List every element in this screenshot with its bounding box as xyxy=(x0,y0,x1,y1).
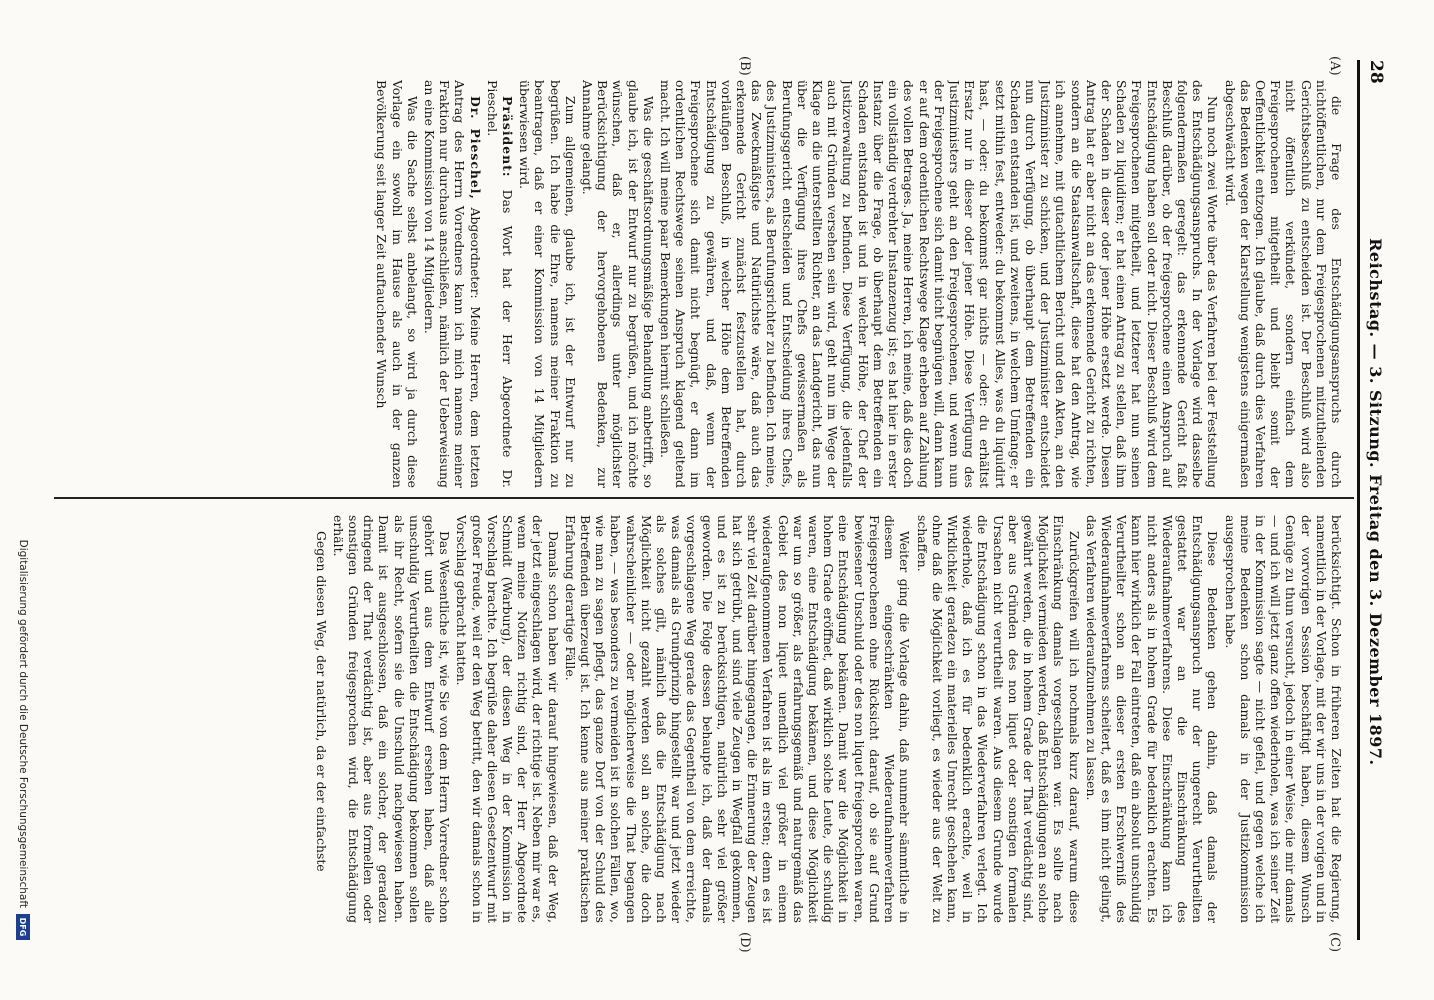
page-title: Reichstag. — 3. Sitzung. Freitag den 3. Dezember 1897. xyxy=(1366,238,1385,766)
paragraph: Was die geschäftsordnungsmäßige Behandlung anbetrifft, so glaube ich, ist der Entwurf nur zu begrüßen, und ich möchte wünschen, daß er, allerdings unter möglichster Berücksichtigung der hervorgehobenen Bedenken, zur Annahme gelangt. xyxy=(580,80,656,488)
margin-marker-c: (C) xyxy=(1327,932,1342,953)
paragraph: Zurückgreifen will ich nochmals kurz darauf, warum diese Einschränkung damals vorgeschlagen war. Es sollte nach Möglichkeit vermieden werden, daß Entschädigungen an solche gewährt werden, die in hohem Grade der That verdächtig sind, aber aus Gründen des non liquet oder sonstigen formalen Ursachen nicht verurtheilt waren. Aus diesem Grunde wurde die Entschädigung schon in das Wiederverfahren verlegt. Ich wiederhole, daß ich es für bedenklich erachte, weil in Wirklichkeit geradezu ein materielles Unrecht geschehen kann, ohne daß die Möglichkeit vorliegt, es wieder aus der Welt zu schaffen. xyxy=(914,515,1082,923)
paragraph: Weiter ging die Vorlage dahin, daß nunmehr sämmtliche in diesem eingeschränkten Wiederaufnahmeverfahren Freigesprochenen ohne Rücksicht darauf, ob sie auf Grund bewiesener Unschuld oder des non liquet freigesprochen waren, eine Entschädigung bekämen. Damit war die Möglichkeit in hohem Grade eröffnet, daß wirklich solche Leute, die schuldig waren, eine Entschädigung bekämen, und diese Möglichkeit war um so größer, als erfahrungsgemäß und naturgemäß das Gebiet des non liquet unendlich viel größer in einem wiederaufgenommenen Verfahren ist als im ersten; denn es ist sehr viel Zeit darüber hingegangen, die Erinnerung der Zeugen hat sich getrübt, und sind viele Zeugen in Wegfall gekommen, und es ist zu berücksichtigen, natürlich sehr viel größer geworden. Die Folge dessen behaupte ich, daß der damals vorgeschlagene Weg gerade das Gegentheil von dem erreichte, was damals als Grundprinzip hingestellt war und jetzt wieder als solches gilt, nämlich daß die Entschädigung nach Möglichkeit nicht gezahlt werden soll an solche, die doch wahrscheinlicher — oder möglicherweise die That begangen haben, — was besonders zu vermeiden ist in solchen Fällen, wo, wie man zu sagen pflegt, das ganze Dorf von der Schuld des Betreffenden überzeugt ist. Ich kenne aus meiner praktischen Erfahrung derartige Fälle. xyxy=(562,515,913,923)
paragraph: Was die Sache selbst anbelangt, so wird ja durch diese Vorlage ein sowohl im Hause als auch in der ganzen Bevölkerung seit langer Zeit auftauchender Wunsch xyxy=(374,80,420,488)
paragraph: berücksichtigt. Schon in früheren Zeiten hat die Regierung, namentlich in der Vorlage, mit der wir uns in der vorigen und in der vorvorigen Session beschäftigt haben, diesem Wunsch Genüge zu thun versucht, jedoch in einer Weise, die mir damals — und ich will jetzt ganz offen wiederholen, was ich seiner Zeit in der Kommission sagte — nicht gefiel, und gegen welche ich meine Bedenken schon damals in der Justizkommission ausgesprochen habe. xyxy=(1222,515,1344,923)
credit-text: Digitalisierung gefördert durch die Deutsche Forschungsgemeinschaft xyxy=(17,539,29,908)
paragraph: Gegen diesen Weg, der natürlich, da er der einfachste xyxy=(313,531,329,872)
paragraph: Diese Bedenken gehen dahin, daß damals der Entschädigungsanspruch nur der ungerecht Verurtheilten gestattet war an die Einschränkung des Wiederaufnahmeverfahrens. Diese Einschränkung kann ich nicht anders als in hohem Grade für bedenklich erachten. Es kann hier wirklich der Fall eintreten, daß ein absolut unschuldig Verurtheilter schon an dieser ersten Erschwerniß des Wiederaufnahmeverfahrens scheitert, daß es ihm nicht gelingt, das Verfahren wiederaufzunehmen zu lassen. xyxy=(1083,515,1221,923)
margin-marker-b: (B) xyxy=(737,56,752,76)
dfg-logo: DFG xyxy=(16,914,30,940)
digitization-credit xyxy=(12,60,34,940)
speech-text: Das Wort hat der Herr Abgeordnete Dr. Pieschel. xyxy=(484,80,516,488)
speaker-name: Präsident: xyxy=(500,96,516,178)
paragraph: Zum allgemeinen, glaube ich, ist der Entwurf nur zu begrüßen. Ich habe die Ehre, namens meiner Fraktion zu beantragen, daß er einer Kommission von 14 Mitgliedern überwiesen wird. xyxy=(517,80,578,488)
paragraph: Nun noch zwei Worte über das Verfahren bei der Feststellung des Entschädigungsanspruchs. In der Vorlage wird dasselbe folgendermaßen geregelt: das erkennende Gericht faßt Beschluß darüber, ob der freigesprochene einen Anspruch auf Entschädigung haben soll oder nicht. Dieser Beschluß wird dem Freigesprochenen mitgetheilt, und letzterer hat nun seinen Schaden zu liquidiren; er hat einen Antrag zu stellen, daß ihm der Schaden in dieser oder jener Höhe ersetzt werde. Diesen Antrag hat er aber nicht an das erkennende Gericht zu richten, sondern an die Staatsanwaltschaft, diese hat den Antrag, wie ich annehme, mit gutachtlichem Bericht und den Akten, an den Justizminister zu schicken, und der Justizminister entscheidet nun durch Verfügung, ob überhaupt dem Betreffenden ein Schaden entstanden ist, und zweitens, in welchem Umfange; er setzt mithin fest, entweder: du bekommst Alles, was du liquidirt hast, — oder: du bekommst gar nichts — oder: du erhältst Ersatz nur in dieser oder jener Höhe. Diese Verfügung des Justizministers geht an den Freigesprochenen, und wenn nun der Freigesprochene sich damit nicht begnügen will, dann kann er auf dem ordentlichen Rechtswege Klage erheben auf Zahlung des vollen Betrages. Ja, meine Herren, ich meine, daß dies doch ein vollständig verdrehter Instanzenzug ist; es hat hier in erster Instanz über die Frage, ob überhaupt dem Betreffenden ein Schaden entstanden ist und in welcher Höhe, der Chef der Justizverwaltung zu befinden. Diese Verfügung, die jedenfalls auch mit Gründen versehen sein wird, geht nun im Wege der Klage an die unterstellten Richter, an das Landgericht, das nun über die Verfügung ihres Chefs gewissermaßen als Berufungsgericht entscheiden und Entscheidung ihres Chefs, des Justizministers, als Berufungsrichter zu befinden. Ich meine, das Zweckmäßigste und Natürlichste wäre, daß auch das erkennende Gericht zunächst festzustellen hat, durch vorläufigen Beschluß, in welcher Höhe dem Betreffenden Entschädigung zu gewähren, und daß, wenn der Freigesprochene sich damit nicht begnügt, er dann im ordentlichen Rechtswege seinen Anspruch klagend geltend macht. Ich will meine paar Bemerkungen hiermit schließen. xyxy=(658,80,1221,488)
speaker-paragraph xyxy=(485,80,515,488)
speech-text: Abgeordneter: Meine Herren, dem letzten Antrag des Herrn Vorredners kann ich mich namens meiner Fraktion nur durchaus anschließen, nämlich der Ueberweisung an eine Kommission von 14 Mitgliedern. xyxy=(422,80,483,488)
page-header xyxy=(1366,60,1406,940)
paragraph: die Frage des Entschädigungsanspruchs durch nichtöffentlichen, nur dem Freigesprochenen mitzutheilenden Gerichtsbeschluß zu entscheiden ist. Der Beschluß wird also nicht öffentlich verkündet, sondern einfach dem Freigesprochenen mitgetheilt und bleibt somit der Oeffentlichkeit entzogen. Ich glaube, daß durch dies Verfahren das Bedenken wegen der Klarstellung wenigstens einigermaßen abgeschwächt wird. xyxy=(1222,80,1344,488)
margin-marker-d: (D) xyxy=(737,932,752,953)
right-column xyxy=(64,515,1344,923)
column-divider xyxy=(54,497,1354,499)
speaker-paragraph xyxy=(422,80,483,488)
margin-marker-a: (A) xyxy=(1327,56,1342,76)
header-rule xyxy=(1357,60,1360,940)
speaker-name: Dr. Pieschel, xyxy=(467,96,483,200)
page-number: 28 xyxy=(1366,60,1386,84)
paragraph: Das Wesentliche ist, wie Sie von dem Herrn Vorredner schon gehört und aus dem Entwurf ersehen haben, daß alle unschuldig Verurtheilten die Entschädigung bekommen sollen als ihr Recht, sofern sie die Unschuld nachgewiesen haben. Damit ist ausgeschlossen, daß ein solcher, der geradezu dringend der That verdächtig ist, aber aus formellen oder sonstigen Gründen freigesprochen wird, die Entschädigung erhält. xyxy=(330,515,453,923)
left-column xyxy=(64,80,1344,488)
paragraph: Damals schon haben wir darauf hingewiesen, daß der Weg, der jetzt eingeschlagen wird, der richtige ist. Neben mir war es, wenn meine Notizen richtig sind, der Herr Abgeordnete Schmidt (Warburg), der diesen Weg in der Kommission in Vorschlag brachte. Ich begrüße daher diesen Gesetzentwurf mit großer Freude, weil er den Weg betritt, den wir damals schon in Vorschlag gebracht hatten. xyxy=(454,515,561,923)
